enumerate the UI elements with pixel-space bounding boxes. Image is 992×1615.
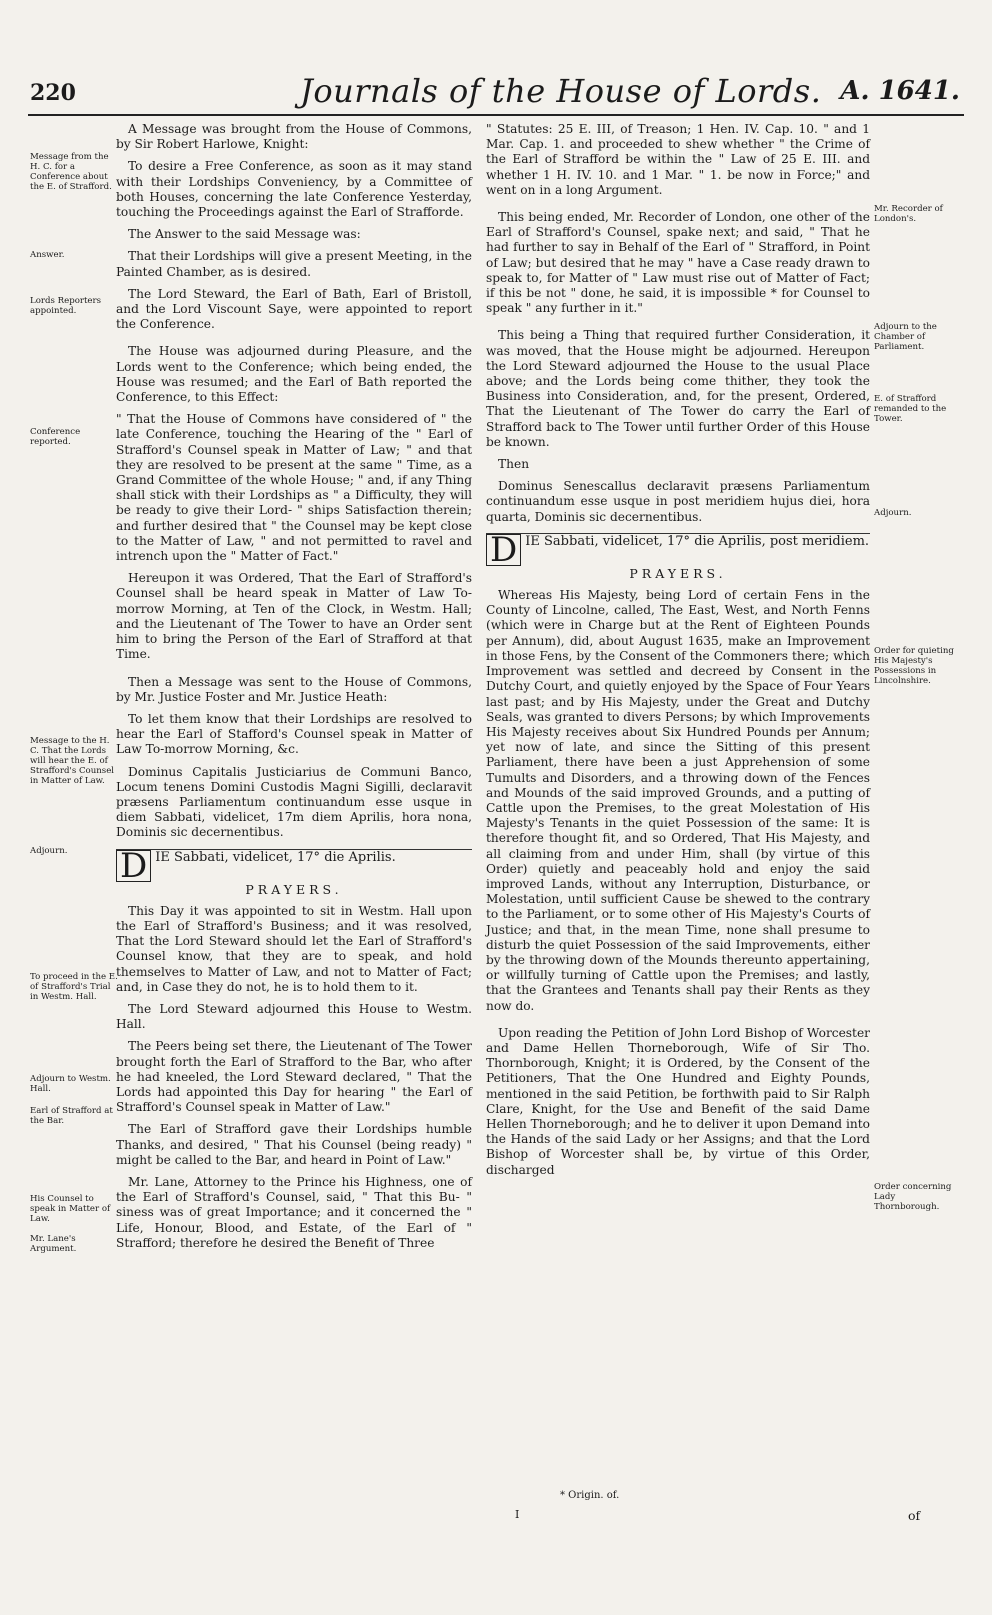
margin-note: Adjourn. xyxy=(30,846,68,856)
margin-note: Conference reported. xyxy=(30,427,81,447)
then-line: Then xyxy=(498,457,530,472)
paragraph: A Message was brought from the House of Commons, by Sir Robert Harlowe, Knight: xyxy=(116,122,472,152)
paragraph: The Answer to the said Message was: xyxy=(128,227,361,242)
margin-note: E. of Strafford remanded to the Tower. xyxy=(874,394,947,424)
paragraph: This Day it was appointed to sit in Westm. Hall upon the Earl of Strafford's Business; and it was resolved, That the Lord Steward should let the Earl of Strafford's Counsel know, that they are to speak, and hold themselves to Matter of Law, and not to Matter of Fact; and, in Case they do not, he is to hold them to it. xyxy=(116,903,472,994)
margin-note: To proceed in the E. of Strafford's Trial in Westm. Hall. xyxy=(30,972,118,1002)
paragraph: The Lord Steward, the Earl of Bath, Earl of Bristoll, and the Lord Viscount Saye, were appointed to report the Conference. xyxy=(116,286,472,332)
prayers-heading: PRAYERS. xyxy=(629,565,727,581)
paragraph: Whereas His Majesty, being Lord of certain Fens in the County of Lincolne, called, The East, West, and North Fenns (which were in Charge but at the Rent of Eighteen Pounds per Annum), did, about August 1635, make an Improvement in those Fens, by the Consent of the Commoners there; which Improvement was settled and decreed by Consent in the Dutchy Court, and quietly enjoyed by the Space of Four Years last past; and by His Majesty, under the Great and Dutchy Seals, was granted to divers Persons; by which Improvements His Majesty receives about Six Hundred Pounds per Annum; yet now of late, and since the Sitting of this present Parliament, there have been a just Apprehension of some Tumults and Disorders, and a throwing down of the Fences and Mounds of the said improved Grounds, and a putting of Cattle upon the Premises, to the great Molestation of His Majesty's Tenants in the quiet Possession of the same: It is therefore thought fit, and so Ordered, That His Majesty, and all claiming from and under Him, shall (by virtue of this Order) quietly and peaceably hold and enjoy the said improved Lands, without any Interruption, Disturbance, or Molestation, until sufficient Cause be shewed to the contrary to the Parliament, or to some other of His Majesty's Courts of Justice; and that, in the mean Time, none shall presume to disturb the quiet Possession of the said Improvements, either by the throwing down of the Mounds thereunto appertaining, or willfully turning of Cattle upon the Premises; and lastly, that the Grantees and Tenants shall pay their Rents as they now do. xyxy=(486,588,870,1013)
day-heading xyxy=(116,845,472,886)
day-heading-text: IE Sabbati, videlicet, 17° die Aprilis. xyxy=(155,849,396,865)
header-rule xyxy=(28,114,964,116)
left-column xyxy=(116,122,472,1258)
paragraph: Dominus Capitalis Justiciarius de Communi Banco, Locum tenens Domini Custodis Magni Sigilli, declaravit præsens Parliamentum continuandum esse usque in diem Sabbati, videlicet, 17m diem Aprilis, hora nona, Dominis sic decernentibus. xyxy=(116,764,472,840)
margin-note: Mr. Lane's Argument. xyxy=(30,1234,77,1254)
quoted-paragraph: " Statutes: 25 E. III, of Treason; 1 Hen. IV. Cap. 10. " and 1 Mar. Cap. 1. and proceeded to shew whether " the Crime of the Earl of Strafford be within the " Law of 25 E. III. and whether 1 H. IV. 10. and 1 Mar. " 1. be now in Force;" and went on in a long Argument. xyxy=(486,122,870,197)
paragraph: Mr. Lane, Attorney to the Prince his Highness, one of the Earl of Strafford's Counsel, said, " That this Bu- " siness was of great Importance; and it concerned the " Life, Honour, Blood, and Estate, of the Earl of " Strafford; therefore he desired the Benefit of Three xyxy=(116,1174,472,1250)
paragraph: This being a Thing that required further Consideration, it was moved, that the House might be adjourned. Hereupon the Lord Steward adjourned the House to the usual Place above; and the Lords being come thither, they took the Business into Consideration, and, for the present, Ordered, That the Lieutenant of The Tower do carry the Earl of Strafford back to The Tower until further Order of this House be known. xyxy=(486,328,870,449)
prayers-heading: PRAYERS. xyxy=(245,881,343,897)
footnote: * Origin. of. xyxy=(560,1490,620,1501)
paragraph: The Earl of Strafford gave their Lordships humble Thanks, and desired, " That his Counsel (being ready) " might be called to the Bar, and heard in Point of Law." xyxy=(116,1122,472,1167)
paragraph: This being ended, Mr. Recorder of London, one other of the Earl of Strafford's Counsel, spake next; and said, " That he had further to say in Behalf of the Earl of " Strafford, in Point of Law; but desired that he may " have a Case ready drawn to speak to, for Matter of " Law must rise out of Matter of Fact; if this be not " done, he said, it is impossible * for Counsel to speak " any further in it." xyxy=(486,210,870,316)
margin-note: Answer. xyxy=(30,250,65,260)
paragraph: To desire a Free Conference, as soon as it may stand with their Lordships Conveniency, by a Committee of both Houses, concerning the late Conference Yesterday, touching the Proceedings against the Earl of Strafforde. xyxy=(116,159,472,220)
paragraph: Dominus Senescallus declaravit præsens Parliamentum continuandum esse usque in post meridiem hujus diei, hora quarta, Dominis sic decernentibus. xyxy=(486,479,870,524)
header-year: A. 1641. xyxy=(840,76,960,106)
margin-note: Earl of Strafford at the Bar. xyxy=(30,1106,113,1126)
paragraph: Upon reading the Petition of John Lord Bishop of Worcester and Dame Hellen Thorneborough, Wife of Sir Tho. Thornborough, Knight; it is Ordered, by the Consent of the Petitioners, That the One Hundred and Eighty Pounds, mentioned in the said Petition, be forthwith paid to Sir Ralph Clare, Knight, for the Use and Benefit of the said Dame Hellen Thorneborough; and he to deliver it upon Demand into the Hands of the said Lady or her Assigns; and that the Lord Bishop of Worcester shall be, by virtue of this Order, discharged xyxy=(486,1025,870,1177)
margin-note: Lords Reporters appointed. xyxy=(30,296,102,316)
paragraph: The Peers being set there, the Lieutenant of The Tower brought forth the Earl of Strafford to the Bar, who after he had kneeled, the Lord Steward declared, " That the Lords had appointed this Day for hearing " the Earl of Strafford's Counsel speak in Matter of Law." xyxy=(116,1039,472,1115)
paragraph: That their Lordships will give a present Meeting, in the Painted Chamber, as is desired. xyxy=(116,249,472,279)
paragraph: Hereupon it was Ordered, That the Earl of Strafford's Counsel shall be heard speak in Matter of Law To-morrow Morning, at Ten of the Clock, in Westm. Hall; and the Lieutenant of The Tower to have an Order sent him to bring the Person of the Earl of Strafford at that Time. xyxy=(116,571,472,662)
right-column xyxy=(486,122,870,1185)
margin-note: Order for quieting His Majesty's Possessions in Lincolnshire. xyxy=(874,646,954,686)
margin-note: Adjourn. xyxy=(874,508,912,518)
day-heading xyxy=(486,529,870,570)
margin-note: Message to the H. C. That the Lords will hear the E. of Strafford's Counsel in Matter of Law. xyxy=(30,736,115,786)
page-header xyxy=(30,72,960,112)
margin-note: Mr. Recorder of London's. xyxy=(874,204,943,224)
margin-note: Adjourn to Westm. Hall. xyxy=(30,1074,111,1094)
drop-cap: D xyxy=(116,850,151,882)
quoted-paragraph: " That the House of Commons have considered of " the late Conference, touching the Hearing of the " Earl of Strafford's Counsel speak in Matter of Law; " and that they are resolved to be present at the same " Time, as a Grand Committee of the whole House; " and, if any Thing shall stick with their Lordships as " a Difficulty, they will be ready to give their Lord- " ships Satisfaction therein; and further desired that " the Counsel may be kept close to the Matter of Law, " and not permitted to ravel and intrench upon the " Matter of Fact." xyxy=(116,412,472,564)
margin-note: His Counsel to speak in Matter of Law. xyxy=(30,1194,111,1224)
paragraph: To let them know that their Lordships are resolved to hear the Earl of Stafford's Counsel speak in Matter of Law To-morrow Morning, &c. xyxy=(116,711,472,757)
paragraph: The House was adjourned during Pleasure, and the Lords went to the Conference; which being ended, the House was resumed; and the Earl of Bath reported the Conference, to this Effect: xyxy=(116,344,472,405)
page-number: 220 xyxy=(30,80,76,106)
drop-cap: D xyxy=(486,534,521,566)
signature-mark: I xyxy=(515,1508,520,1521)
catchword: of xyxy=(908,1508,921,1523)
running-title: Journals of the House of Lords. xyxy=(300,72,822,110)
paragraph: Then a Message was sent to the House of Commons, by Mr. Justice Foster and Mr. Justice Heath: xyxy=(116,674,472,704)
margin-note: Adjourn to the Chamber of Parliament. xyxy=(874,322,937,352)
paragraph: The Lord Steward adjourned this House to Westm. Hall. xyxy=(116,1001,472,1032)
margin-note: Message from the H. C. for a Conference about the E. of Strafford. xyxy=(30,152,112,192)
day-heading-text: IE Sabbati, videlicet, 17° die Aprilis, post meridiem. xyxy=(525,533,870,549)
margin-note: Order concerning Lady Thornborough. xyxy=(874,1182,952,1212)
